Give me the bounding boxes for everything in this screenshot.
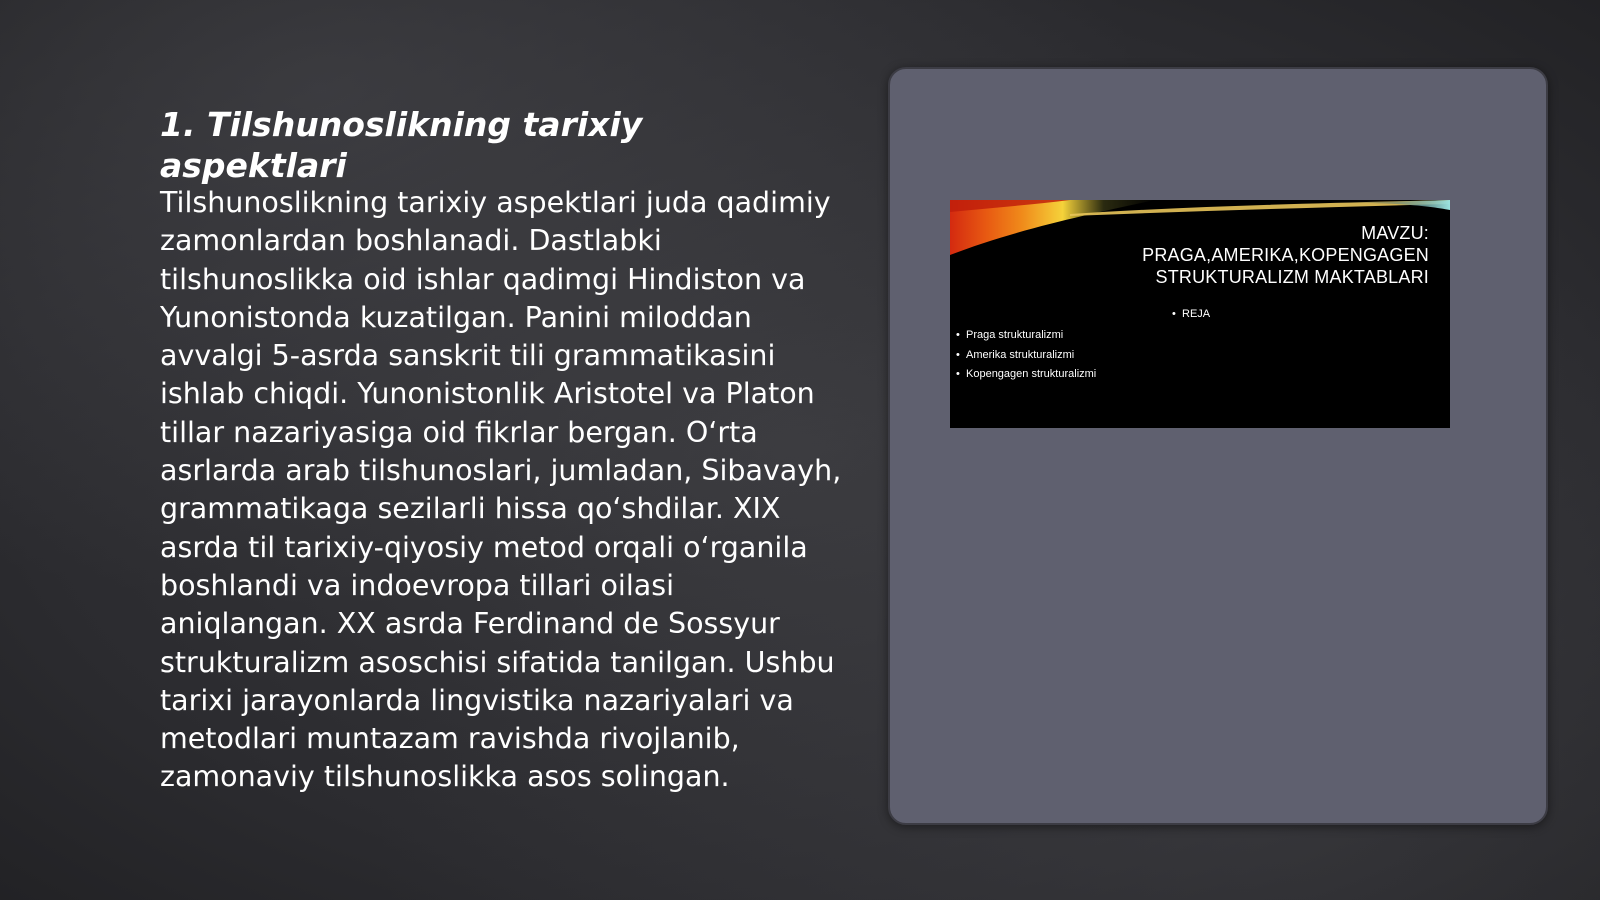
list-item (956, 326, 1096, 346)
thumbnail-heading (1069, 222, 1429, 288)
slide-title: 1. Tilshunoslikning tarixiy aspektlari (160, 105, 643, 186)
bullet-icon: • (956, 348, 960, 361)
slide-thumbnail[interactable] (950, 200, 1450, 428)
thumbnail-heading-line: MAVZU: (1361, 223, 1429, 243)
reja-label: REJA (1182, 308, 1211, 320)
list-item-label: Kopengagen strukturalizmi (966, 368, 1097, 380)
thumbnail-reja (1172, 308, 1210, 320)
bullet-icon: • (956, 329, 960, 341)
media-panel (888, 67, 1548, 825)
list-item-label: Amerika strukturalizmi (966, 348, 1075, 361)
list-item (956, 365, 1096, 385)
list-item-label: Praga strukturalizmi (966, 329, 1064, 341)
bullet-icon: • (1172, 308, 1176, 320)
bullet-icon: • (956, 368, 960, 380)
list-item (956, 346, 1096, 366)
slide-body-text: Tilshunoslikning tarixiy aspektlari juda qadimiy zamonlardan boshlanadi. Dastlabki tilshunoslikka oid ishlar qadimgi Hindiston va Yunonistonda kuzatilgan. Panini miloddan avvalgi 5-asrda sanskrit tili grammatikasini ishlab chiqdi. Yunonistonlik Aristotel va Platon tillar nazariyasiga oid fikrlar bergan. O‘rta asrlarda arab tilshunoslari, jumladan, Sibavayh, grammatikaga sezilarli hissa qo‘shdilar. XIX asrda til tarixiy-qiyosiy metod orqali o‘rganila boshlandi va indoevropa tillari oilasi aniqlangan. XX asrda Ferdinand de Sossyur strukturalizm asoschisi sifatida tanilgan. Ushbu tarixi jarayonlarda lingvistika nazariyalari va metodlari muntazam ravishda rivojlanib, zamonaviy tilshunoslikka asos solingan. (160, 186, 842, 794)
thumbnail-list (956, 326, 1096, 385)
thumbnail-heading-line: PRAGA,AMERIKA,KOPENGAGEN (1142, 245, 1429, 265)
thumbnail-heading-line: STRUKTURALIZM MAKTABLARI (1155, 267, 1429, 287)
